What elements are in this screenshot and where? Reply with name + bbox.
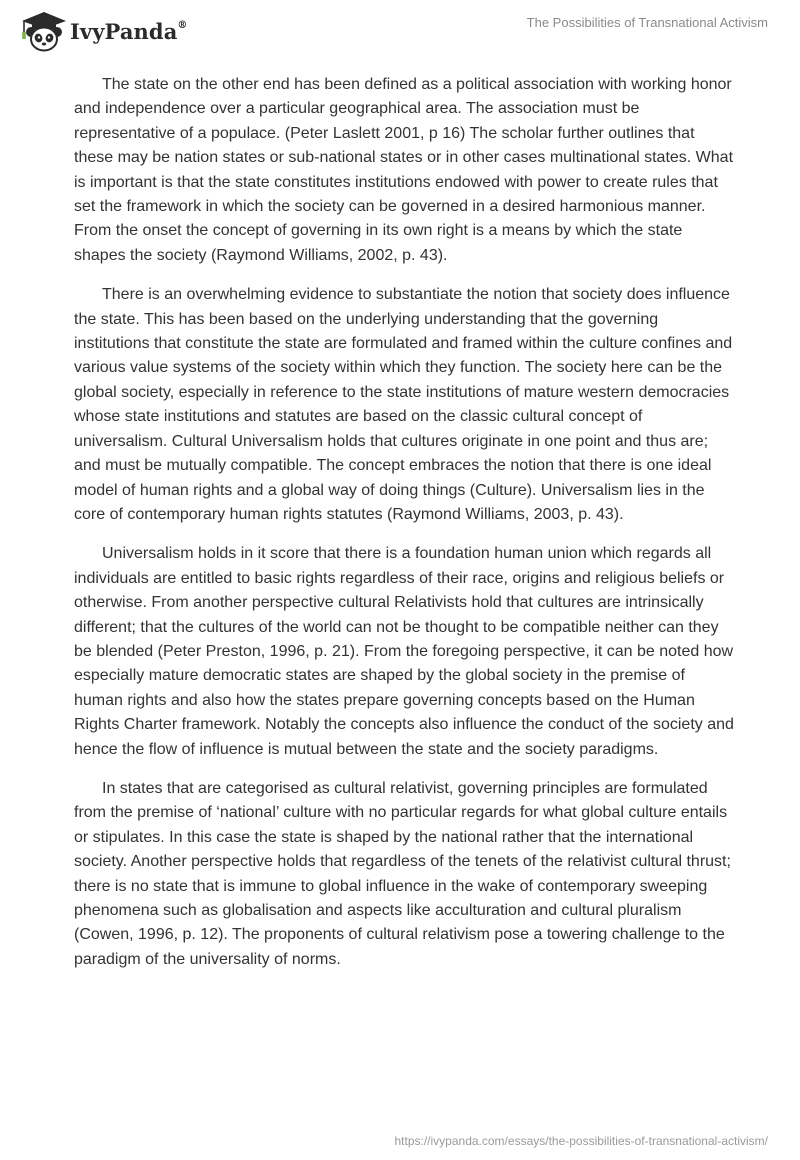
registered-mark: ®: [177, 19, 188, 31]
document-title: The Possibilities of Transnational Activism: [526, 15, 768, 30]
source-url[interactable]: https://ivypanda.com/essays/the-possibilities-of-transnational-activism/: [394, 1134, 768, 1148]
paragraph: Universalism holds in it score that there is a foundation human union which regards all individuals are entitled to basic rights regardless of their race, origins and religious beliefs or otherwise. From another perspective cultural Relativists hold that cultures are intrinsically different; that the cultures of the world can not be thought to be compatible neither can they be blended (Peter Preston, 1996, p. 21). From the foregoing perspective, it can be noted how especially mature democratic states are shaped by the global society in the premise of human rights and also how the states prepare governing concepts based on the Human Rights Charter framework. Notably the concepts also influence the conduct of the society and hence the flow of influence is mutual between the state and the society paradigms.: [74, 545, 734, 758]
paragraph: In states that are categorised as cultural relativist, governing principles are formulated from the premise of ‘national’ culture with no particular regards for what global culture entails or stipulates. In this case the state is shaped by the national rather that the international society. Another perspective holds that regardless of the tenets of the relativist cultural thrust; there is no state that is immune to global influence in the wake of contemporary sweeping phenomena such as globalisation and aspects like acculturation and cultural pluralism (Cowen, 1996, p. 12). The proponents of cultural relativism pose a towering challenge to the paradigm of the universality of norms.: [74, 779, 731, 968]
paragraph: There is an overwhelming evidence to substantiate the notion that society does influence the state. This has been based on the underlying understanding that the governing institutions that constitute the state are formulated and framed within the culture confines and various value systems of the society within which they function. The society here can be the global society, especially in reference to the state institutions of mature western democracies whose state institutions and statutes are based on the classic cultural concept of universalism. Cultural Universalism holds that cultures originate in one point and thus are; and must be mutually compatible. The concept embraces the notion that there is one ideal model of human rights and a global way of doing things (Culture). Universalism lies in the core of contemporary human rights statutes (Raymond Williams, 2003, p. 43).: [74, 286, 733, 523]
paragraph: The state on the other end has been defined as a political association with working honor and independence over a particular geographical area. The association must be representative of a populace. (Peter Laslett 2001, p 16) The scholar further outlines that these may be nation states or sub-national states or in other cases multinational states. What is important is that the state constitutes institutions endowed with power to create rules that set the framework in which the society can be governed in a desired harmonious manner. From the onset the concept of governing in its own right is a means by which the state shapes the society (Raymond Williams, 2002, p. 43).: [74, 76, 734, 264]
brand-logo[interactable]: [14, 8, 188, 52]
brand-name: IvyPanda®: [70, 18, 188, 44]
essay-body: [74, 73, 734, 987]
page-header: [0, 0, 800, 60]
panda-graduate-icon: [14, 8, 66, 52]
